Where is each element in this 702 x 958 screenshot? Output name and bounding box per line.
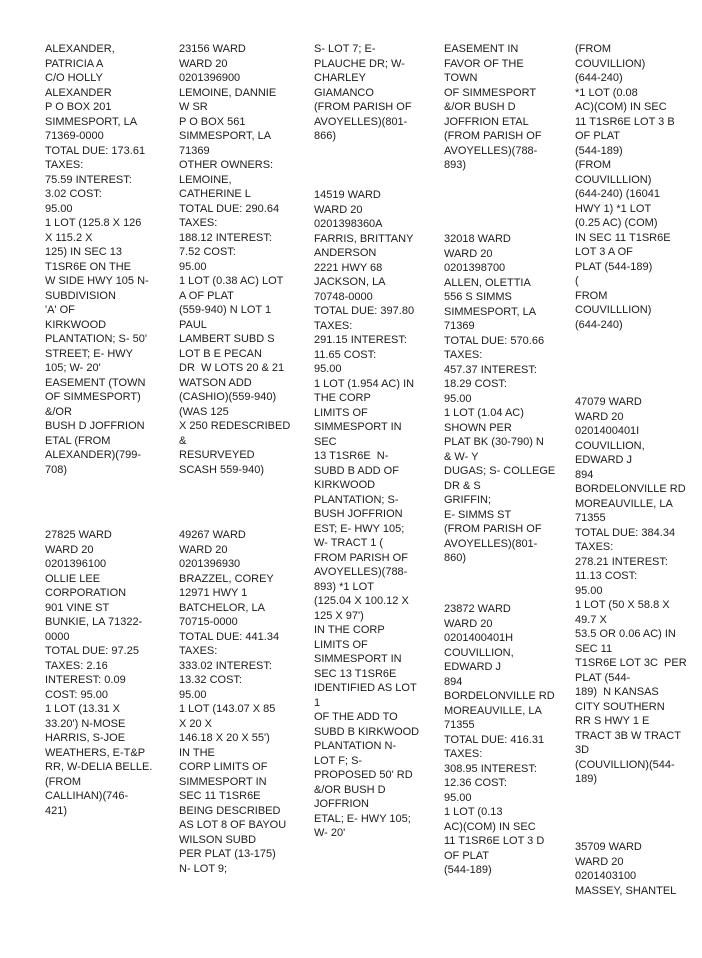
text-line: PAUL xyxy=(179,318,207,331)
text-block xyxy=(45,42,149,477)
text-line: AVOYELLES)(801- xyxy=(314,115,408,128)
text-line: 0201398700 xyxy=(444,262,506,274)
text-line: 1 LOT (1.04 AC) xyxy=(444,407,524,419)
text-line: SIMMESPORT, LA xyxy=(179,130,272,142)
text-line: PLANTATION; S- 50' xyxy=(45,333,147,345)
text-line: ALEXANDER)(799- xyxy=(45,449,141,461)
text-block xyxy=(314,42,412,144)
text-line: N- LOT 9; xyxy=(179,862,228,875)
text-line: 860) xyxy=(444,552,467,564)
text-line: 894 xyxy=(444,675,463,688)
text-line: FROM xyxy=(575,289,608,302)
text-line: MOREAUVILLE, LA xyxy=(444,704,542,717)
text-line: INTEREST: 0.09 xyxy=(45,674,126,686)
text-line: COUVILLLION) xyxy=(575,304,652,316)
text-line: ALEXANDER xyxy=(45,86,112,99)
text-line: 71355 xyxy=(444,719,475,731)
text-line: 146.18 X 20 X 55') xyxy=(179,732,270,744)
text-line: 893) *1 LOT xyxy=(314,580,374,593)
text-line: 421) xyxy=(45,804,68,817)
text-line: JOFFRION ETAL xyxy=(444,115,529,128)
text-line: WARD 20 xyxy=(575,410,624,423)
text-line: 33.20') N-MOSE xyxy=(45,717,126,730)
text-line: COST: 95.00 xyxy=(45,688,108,701)
text-line: EDWARD J xyxy=(444,661,502,673)
text-line: OF PLAT xyxy=(444,849,490,862)
text-line: WARD 20 xyxy=(314,203,363,216)
text-line: BUSH JOFFRION xyxy=(314,508,403,520)
text-line: BRAZZEL, COREY xyxy=(179,572,274,585)
text-line: 18.29 COST: xyxy=(444,378,507,390)
text-line: (559-940) N LOT 1 xyxy=(179,304,272,316)
text-line: SHOWN PER xyxy=(444,421,512,434)
text-line: TAXES: xyxy=(314,319,353,332)
text-line: WATSON ADD xyxy=(179,376,252,389)
text-line: A OF PLAT xyxy=(179,289,234,302)
text-line: 1 LOT (1.954 AC) IN xyxy=(314,377,415,390)
text-line: ETAL (FROM xyxy=(45,434,111,447)
text-line: BORDELONVILLE RD xyxy=(575,483,686,495)
text-line: SEC 13 T1SR6E xyxy=(314,667,397,680)
text-line: SIMMESPORT, LA xyxy=(45,115,138,128)
text-line: (CASHIO)(559-940) xyxy=(179,391,277,403)
text-line: TAXES: 2.16 xyxy=(45,659,108,672)
text-line: 125) IN SEC 13 xyxy=(45,246,123,258)
text-line: STREET; E- HWY xyxy=(45,347,134,360)
text-line: TAXES: xyxy=(444,349,483,361)
text-line: 23156 WARD xyxy=(179,43,246,55)
text-line: PLAT BK (30-790) N xyxy=(444,436,544,448)
text-line: (FROM xyxy=(45,775,82,788)
text-line: OF PLAT xyxy=(575,130,621,142)
text-line: 291.15 INTEREST: xyxy=(314,334,407,346)
text-line: SIMMESPORT IN xyxy=(314,653,402,665)
text-line: 75.59 INTEREST: xyxy=(45,173,132,186)
text-line: 12.36 COST: xyxy=(444,777,507,789)
text-line: E- SIMMS ST xyxy=(444,508,512,521)
text-line: AVOYELLES)(801- xyxy=(444,537,538,550)
text-line: PROPOSED 50' RD xyxy=(314,769,413,781)
text-line: AS LOT 8 OF BAYOU xyxy=(179,819,287,831)
text-block xyxy=(179,528,286,876)
text-line: EDWARD J xyxy=(575,454,633,466)
text-line: 95.00 xyxy=(179,688,207,701)
text-line: 12971 HWY 1 xyxy=(179,587,248,599)
text-line: 11 T1SR6E LOT 3 B xyxy=(575,115,675,128)
text-line: OF THE ADD TO xyxy=(314,711,398,723)
text-line: 23872 WARD xyxy=(444,603,511,615)
text-line: WARD 20 xyxy=(179,543,228,556)
text-line: LEMOINE, DANNIE xyxy=(179,86,277,99)
text-line: 53.5 OR 0.06 AC) IN xyxy=(575,628,676,640)
text-line: WARD 20 xyxy=(179,57,228,70)
text-line: THE CORP xyxy=(314,392,371,404)
text-line: 0201400401H xyxy=(444,632,514,644)
text-line: 71355 xyxy=(575,512,606,524)
text-line: LIMITS OF xyxy=(314,638,368,651)
text-line: (644-240) xyxy=(575,318,623,331)
text-line: SIMMESPORT IN xyxy=(314,421,402,433)
text-line: TOTAL DUE: 397.80 xyxy=(314,305,415,317)
text-line: (544-189) xyxy=(444,864,492,876)
text-line: X 250 REDESCRIBED xyxy=(179,420,291,432)
text-line: SIMMESPORT, LA xyxy=(444,305,537,318)
text-line: 2221 HWY 68 xyxy=(314,261,383,274)
text-line: OF SIMMESPORT xyxy=(444,86,537,99)
text-line: PLANTATION N- xyxy=(314,740,397,752)
text-line: W- 20' xyxy=(314,827,346,839)
text-line: MOREAUVILLE, LA xyxy=(575,497,673,510)
text-line: & W- Y xyxy=(444,450,479,463)
text-line: P O BOX 561 xyxy=(179,115,246,128)
text-line: MASSEY, SHANTEL xyxy=(575,884,677,897)
text-line: LAMBERT SUBD S xyxy=(179,333,275,345)
text-line: PLAT (544-189) xyxy=(575,260,653,273)
text-line: TOWN xyxy=(444,72,478,84)
text-line: 708) xyxy=(45,463,68,476)
text-line: 95.00 xyxy=(444,392,472,405)
text-line: C/O HOLLY xyxy=(45,72,103,84)
text-line: 901 VINE ST xyxy=(45,601,110,614)
text-line: 13 T1SR6E N- xyxy=(314,450,389,462)
text-line: ALLEN, OLETTIA xyxy=(444,276,531,289)
text-line: 11.65 COST: xyxy=(314,348,377,361)
text-line: TAXES: xyxy=(444,748,483,760)
text-line: WARD 20 xyxy=(444,247,493,260)
text-line: TOTAL DUE: 173.61 xyxy=(45,144,146,157)
text-line: SEC 11 xyxy=(575,642,613,655)
text-line: S- LOT 7; E- xyxy=(314,43,376,55)
text-line: BATCHELOR, LA xyxy=(179,601,265,614)
text-line: LIMITS OF xyxy=(314,406,368,419)
text-line: FARRIS, BRITTANY xyxy=(314,232,414,245)
text-line: OLLIE LEE xyxy=(45,572,101,585)
text-line: KIRKWOOD xyxy=(45,318,107,331)
text-line: BORDELONVILLE RD xyxy=(444,690,555,702)
text-line: TOTAL DUE: 570.66 xyxy=(444,334,545,347)
text-line: AC)(COM) IN SEC xyxy=(444,820,536,833)
text-block xyxy=(45,528,152,818)
text-line: 556 S SIMMS xyxy=(444,291,512,303)
text-line: 188.12 INTEREST: xyxy=(179,231,272,244)
text-line: WILSON SUBD xyxy=(179,833,257,846)
text-line: IN THE CORP xyxy=(314,624,385,636)
text-line: IN THE xyxy=(179,746,215,759)
text-line: W SIDE HWY 105 N- xyxy=(45,275,149,287)
text-line: &/OR xyxy=(45,405,72,418)
text-line: 3D xyxy=(575,744,590,756)
text-line: WEATHERS, E-T&P xyxy=(45,746,146,759)
text-line: TRACT 3B W TRACT xyxy=(575,729,681,742)
text-line: JOFFRION xyxy=(314,798,369,810)
text-line: 95.00 xyxy=(314,363,342,375)
text-line: ANDERSON xyxy=(314,247,377,259)
text-line: SUBD B ADD OF xyxy=(314,464,399,477)
text-line: PATRICIA A xyxy=(45,57,104,70)
text-line: FROM PARISH OF xyxy=(314,551,408,564)
text-line: 189) xyxy=(575,773,598,785)
text-line: BEING DESCRIBED xyxy=(179,804,281,817)
text-line: LOT 3 A OF xyxy=(575,246,633,258)
text-line: EASEMENT IN xyxy=(444,43,519,55)
text-line: T1SR6E LOT 3C PER xyxy=(575,657,687,669)
text-line: 27825 WARD xyxy=(45,529,112,541)
text-line: IN SEC 11 T1SR6E xyxy=(575,231,671,244)
text-line: 308.95 INTEREST: xyxy=(444,762,537,775)
text-line: 0201396900 xyxy=(179,72,241,84)
text-line: ETAL; E- HWY 105; xyxy=(314,812,411,825)
text-line: (WAS 125 xyxy=(179,405,229,418)
text-line: 35709 WARD xyxy=(575,841,642,853)
text-line: SEC xyxy=(314,435,337,448)
text-line: CALLIHAN)(746- xyxy=(45,790,129,802)
text-line: TOTAL DUE: 384.34 xyxy=(575,526,676,539)
text-line: (0.25 AC) (COM) xyxy=(575,217,658,229)
text-line: KIRKWOOD xyxy=(314,479,376,491)
text-line: 0201403100 xyxy=(575,870,637,882)
text-line: DUGAS; S- COLLEGE xyxy=(444,465,556,477)
text-line: 1 LOT (0.13 xyxy=(444,806,503,818)
text-line: PLAT (544- xyxy=(575,671,631,684)
text-line: 1 LOT (50 X 58.8 X xyxy=(575,599,670,611)
text-line: CORPORATION xyxy=(45,587,127,599)
text-line: BUSH D JOFFRION xyxy=(45,420,145,432)
text-line: WARD 20 xyxy=(575,855,624,868)
text-line: RR S HWY 1 E xyxy=(575,715,650,727)
text-line: GRIFFIN; xyxy=(444,494,492,506)
text-line: P O BOX 201 xyxy=(45,101,112,113)
text-line: TOTAL DUE: 97.25 xyxy=(45,645,139,657)
text-line: HWY 1) *1 LOT xyxy=(575,202,652,215)
text-line: 333.02 INTEREST: xyxy=(179,659,272,672)
text-line: 32018 WARD xyxy=(444,233,511,245)
text-line: AVOYELLES)(788- xyxy=(314,566,408,578)
text-line: 95.00 xyxy=(444,791,472,804)
text-line: LEMOINE, xyxy=(179,173,232,186)
text-line: 0201396100 xyxy=(45,558,107,570)
text-line: TAXES: xyxy=(575,541,614,553)
text-line: 125 X 97') xyxy=(314,609,364,622)
text-line: LOT B E PECAN xyxy=(179,347,262,360)
text-line: WARD 20 xyxy=(444,617,493,630)
text-line: 'A' OF xyxy=(45,304,75,316)
text-line: 95.00 xyxy=(45,202,73,215)
text-line: IDENTIFIED AS LOT xyxy=(314,682,417,694)
text-line: PER PLAT (13-175) xyxy=(179,848,276,860)
text-line: 0201400401I xyxy=(575,425,640,437)
text-line: W- TRACT 1 ( xyxy=(314,537,384,549)
text-line: 49.7 X xyxy=(575,613,607,626)
text-line: 105; W- 20' xyxy=(45,362,101,374)
text-line: 457.37 INTEREST: xyxy=(444,363,537,376)
text-line: X 115.2 X xyxy=(45,231,93,244)
text-line: (544-189) xyxy=(575,144,623,157)
text-line: 894 xyxy=(575,468,594,481)
text-line: COUVILLION, xyxy=(444,646,514,659)
text-block xyxy=(575,42,675,332)
text-line: 0000 xyxy=(45,630,70,643)
text-line: 1 LOT (0.38 AC) LOT xyxy=(179,275,284,287)
text-line: TAXES: xyxy=(179,217,218,229)
text-line: TAXES: xyxy=(45,159,84,171)
text-line: AVOYELLES)(788- xyxy=(444,144,538,157)
text-line: 189) N KANSAS xyxy=(575,686,659,698)
text-line: CATHERINE L xyxy=(179,188,251,200)
text-line: 71369 xyxy=(444,320,475,332)
text-line: 1 xyxy=(314,696,321,709)
text-line: SEC 11 T1SR6E xyxy=(179,790,261,802)
text-block xyxy=(179,42,290,477)
text-line: (FROM xyxy=(575,43,612,55)
text-line: PLANTATION; S- xyxy=(314,493,399,506)
text-line: SCASH 559-940) xyxy=(179,463,264,476)
text-line: LOT F; S- xyxy=(314,754,363,767)
text-line: (644-240) (16041 xyxy=(575,188,661,200)
text-line: CITY SOUTHERN xyxy=(575,700,665,713)
text-block xyxy=(314,188,419,841)
text-line: 70715-0000 xyxy=(179,616,238,628)
text-line: EST; E- HWY 105; xyxy=(314,522,405,535)
text-line: W SR xyxy=(179,101,208,113)
text-line: TOTAL DUE: 416.31 xyxy=(444,733,545,746)
text-line: (FROM PARISH OF xyxy=(444,130,542,142)
text-line: ( xyxy=(575,275,579,287)
text-line: TAXES: xyxy=(179,645,218,657)
text-line: 70748-0000 xyxy=(314,290,373,303)
text-line: COUVILLION) xyxy=(575,57,646,70)
text-line: AC)(COM) IN SEC xyxy=(575,101,667,113)
text-line: 278.21 INTEREST: xyxy=(575,555,668,568)
text-line: 1 LOT (13.31 X xyxy=(45,703,121,715)
text-line: 14519 WARD xyxy=(314,189,381,201)
text-line: CORP LIMITS OF xyxy=(179,761,268,773)
text-line: 71369 xyxy=(179,144,210,157)
text-block xyxy=(575,395,687,787)
text-line: SUBD B KIRKWOOD xyxy=(314,725,420,738)
text-line: 95.00 xyxy=(179,260,207,273)
text-line: FAVOR OF THE xyxy=(444,57,524,70)
text-line: BUNKIE, LA 71322- xyxy=(45,616,143,628)
text-block xyxy=(444,602,555,878)
text-line: *1 LOT (0.08 xyxy=(575,86,638,99)
text-line: &/OR BUSH D xyxy=(444,101,516,113)
text-line: 95.00 xyxy=(575,584,603,597)
text-line: (125.04 X 100.12 X xyxy=(314,595,409,607)
text-line: (FROM PARISH OF xyxy=(314,101,412,113)
text-line: 49267 WARD xyxy=(179,529,246,541)
text-line: 11 T1SR6E LOT 3 D xyxy=(444,835,545,847)
text-line: TOTAL DUE: 290.64 xyxy=(179,202,280,215)
text-line: WARD 20 xyxy=(45,543,94,556)
text-line: & xyxy=(179,434,187,447)
text-line: DR W LOTS 20 & 21 xyxy=(179,362,285,374)
text-line: 0201398360A xyxy=(314,218,383,230)
text-line: (644-240) xyxy=(575,72,623,84)
text-line: TOTAL DUE: 441.34 xyxy=(179,630,280,643)
text-line: COUVILLION, xyxy=(575,439,645,452)
text-line: DR & S xyxy=(444,479,481,492)
text-line: RESURVEYED xyxy=(179,449,255,461)
text-line: 47079 WARD xyxy=(575,396,642,408)
text-line: (FROM xyxy=(575,159,612,171)
text-line: HARRIS, S-JOE xyxy=(45,732,126,744)
text-line: 13.32 COST: xyxy=(179,674,242,686)
text-line: OTHER OWNERS: xyxy=(179,159,274,171)
text-line: 893) xyxy=(444,159,467,171)
text-line: 71369-0000 xyxy=(45,130,104,142)
text-line: 0201396930 xyxy=(179,558,241,570)
text-line: (COUVILLION)(544- xyxy=(575,758,675,771)
text-line: 3.02 COST: xyxy=(45,188,102,200)
text-line: RR, W-DELIA BELLE. xyxy=(45,761,153,773)
text-line: &/OR BUSH D xyxy=(314,783,386,796)
text-block xyxy=(444,42,542,173)
text-line: 1 LOT (125.8 X 126 xyxy=(45,217,142,229)
text-line: 7.52 COST: xyxy=(179,246,236,258)
text-block xyxy=(575,840,676,898)
text-line: 11.13 COST: xyxy=(575,570,638,582)
text-line: CHARLEY xyxy=(314,72,366,84)
text-line: PLAUCHE DR; W- xyxy=(314,57,405,70)
text-line: ALEXANDER, xyxy=(45,43,115,55)
text-line: T1SR6E ON THE xyxy=(45,260,131,273)
text-line: (FROM PARISH OF xyxy=(444,523,542,535)
text-line: SIMMESPORT IN xyxy=(179,775,267,788)
text-block xyxy=(444,232,555,566)
text-line: JACKSON, LA xyxy=(314,276,386,288)
text-line: X 20 X xyxy=(179,717,213,730)
text-line: OF SIMMESPORT) xyxy=(45,391,141,403)
text-line: COUVILLLION) xyxy=(575,173,652,186)
text-line: 1 LOT (143.07 X 85 xyxy=(179,703,276,715)
text-line: 866) xyxy=(314,130,337,142)
text-line: GIAMANCO xyxy=(314,86,374,99)
text-line: SUBDIVISION xyxy=(45,289,116,302)
text-line: EASEMENT (TOWN xyxy=(45,376,146,389)
